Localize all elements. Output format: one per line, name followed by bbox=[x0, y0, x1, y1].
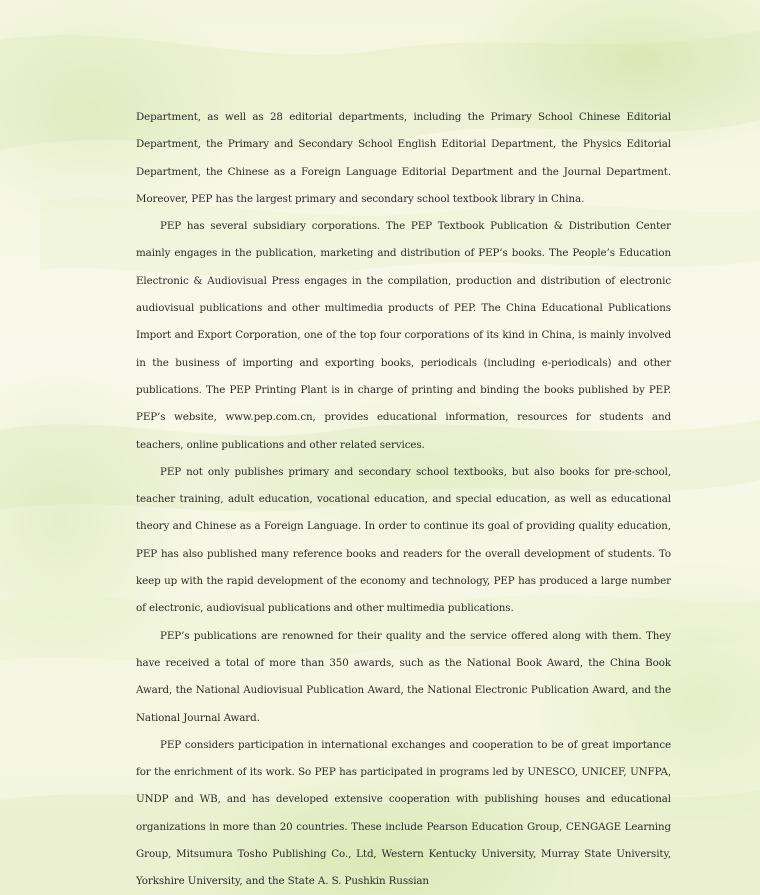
paragraph-continued: Department, as well as 28 editorial departments, including the Primary School Chinese Editorial Department, the Primary and Secondary School English Editorial Department, the Physics Editorial Department, the Chinese as a Foreign Language Editorial Department and the Journal Department. Moreover, PEP has the largest primary and secondary school textbook library in China. bbox=[136, 111, 671, 205]
paragraph-awards: PEP’s publications are renowned for their quality and the service offered along with them. They have received a total of more than 350 awards, such as the National Book Award, the China Book Award, the National Audiovisual Publication Award, the National Electronic Publication Award, and the National Journal Award. bbox=[136, 629, 671, 724]
body-text bbox=[136, 104, 671, 895]
paragraph-publications-scope: PEP not only publishes primary and secondary school textbooks, but also books for pre-school, teacher training, adult education, vocational education, and special education, as well as educational theory and Chinese as a Foreign Language. In order to continue its goal of providing quality education, PEP has also published many reference books and readers for the overall development of students. To keep up with the rapid development of the economy and technology, PEP has produced a large number of electronic, audiovisual publications and other multimedia publications. bbox=[136, 465, 671, 615]
paragraph-subsidiaries: PEP has several subsidiary corporations. The PEP Textbook Publication & Distribution Center mainly engages in the publication, marketing and distribution of PEP’s books. The People’s Education Electronic & Audiovisual Press engages in the compilation, production and distribution of electronic audiovisual publications and other multimedia products of PEP. The China Educational Publications Import and Export Corporation, one of the top four corporations of its kind in China, is mainly involved in the business of importing and exporting books, periodicals (including e-periodicals) and other publications. The PEP Printing Plant is in charge of printing and binding the books published by PEP. PEP’s website, www.pep.com.cn, provides educational information, resources for students and teachers, online publications and other related services. bbox=[136, 220, 671, 451]
paragraph-international-cooperation: PEP considers participation in international exchanges and cooperation to be of great importance for the enrichment of its work. So PEP has participated in programs led by UNESCO, UNICEF, UNFPA, UNDP and WB, and has developed extensive cooperation with publishing houses and educational organizations in more than 20 countries. These include Pearson Education Group, CENGAGE Learning Group, Mitsumura Tosho Publishing Co., Ltd, Western Kentucky University, Murray State University, Yorkshire University, and the State A. S. Pushkin Russian bbox=[136, 738, 671, 888]
